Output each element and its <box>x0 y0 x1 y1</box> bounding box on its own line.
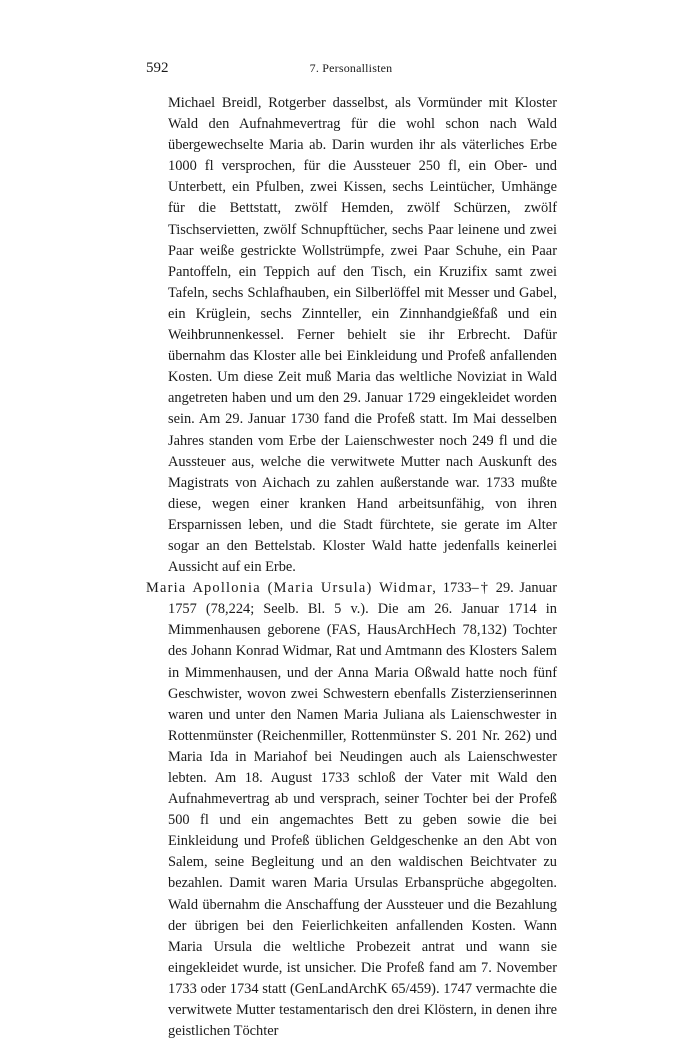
page-number: 592 <box>146 60 169 76</box>
body-text <box>146 93 557 1042</box>
entry-name: Maria Apollonia (Maria Ursula) Widmar, <box>146 580 438 597</box>
entry-text: 1733–† 29. Januar 1757 (78,224; Seelb. Bl. 5 v.). Die am 26. Januar 1714 in Mimmenhausen geborene (FAS, HausArchHech 78,132) Tochter des Johann Konrad Widmar, Rat und Amtmann des Klosters Salem in Mimmenhausen, und der Anna Maria Oßwald hatte noch fünf Geschwister, wovon zwei Schwestern ebenfalls Zisterzienserinnen waren und unter den Namen Maria Juliana als Laienschwester in Rottenmünster (Reichenmiller, Rottenmünster S. 201 Nr. 262) und Maria Ida in Mariahof bei Neudingen auch als Laienschwester lebten. Am 18. August 1733 schloß der Vater mit Wald den Aufnahmevertrag ab und versprach, seiner Tochter bei der Profeß 500 fl und ein angemachtes Bett zu geben sowie die bei Einkleidung und Profeß üblichen Geldgeschenke an den Abt von Salem, seine Begleitung und an den waldischen Beichtvater zu bezahlen. Damit waren Maria Ursulas Erbansprüche abgegolten. Wald übernahm die Anschaffung der Aussteuer und die Bezahlung der übrigen bei den Feierlichkeiten anfallenden Kosten. Wann Maria Ursula die weltliche Probezeit antrat und wann sie eingekleidet wurde, ist unsicher. Die Profeß fand am 7. November 1733 oder 1734 statt (GenLandArchK 65/459). 1747 vermachte die verwitwete Mutter testamentarisch den drei Klöstern, in denen ihre geistlichen Töchter <box>168 580 557 1040</box>
person-entry <box>146 578 557 1042</box>
running-title: 7. Personallisten <box>309 61 393 75</box>
page-header <box>146 60 556 80</box>
continuation-paragraph: Michael Breidl, Rotgerber dasselbst, als Vormünder mit Kloster Wald den Aufnahmevertrag für die wohl schon nach Wald übergewechselte Maria ab. Darin wurden ihr als väterliches Erbe 1000 fl versprochen, für die Aussteuer 250 fl, ein Ober- und Unterbett, ein Pfulben, zwei Kissen, sechs Leintücher, Umhänge für die Bettstatt, zwölf Hemden, zwölf Schürzen, zwölf Tischservietten, zwölf Schnupftücher, sechs Paar leinene und zwei Paar weiße gestrickte Wollstrümpfe, zwei Paar Schuhe, ein Paar Pantoffeln, ein Teppich auf den Tisch, ein Kruzifix samt zwei Tafeln, sechs Schlafhauben, ein Silberlöffel mit Messer und Gabel, ein Krüglein, sechs Zinnteller, ein Zinnhandgießfaß und ein Weihbrunnenkessel. Ferner behielt sie ihr Erbrecht. Dafür übernahm das Kloster alle bei Einkleidung und Profeß anfallenden Kosten. Um diese Zeit muß Maria das weltliche Noviziat in Wald angetreten haben und um den 29. Januar 1729 eingekleidet worden sein. Am 29. Januar 1730 fand die Profeß statt. Im Mai desselben Jahres standen vom Erbe der Laienschwester noch 249 fl und die Aussteuer aus, welche die verwitwete Mutter nach Auskunft des Magistrats von Aichach zu zahlen außerstande war. 1733 mußte diese, wegen einer kranken Hand arbeitsunfähig, von ihren Ersparnissen leben, und die Stadt fürchtete, sie gerate im Alter sogar an den Bettelstab. Kloster Wald hatte jedenfalls keinerlei Aussicht auf ein Erbe. <box>168 95 557 576</box>
